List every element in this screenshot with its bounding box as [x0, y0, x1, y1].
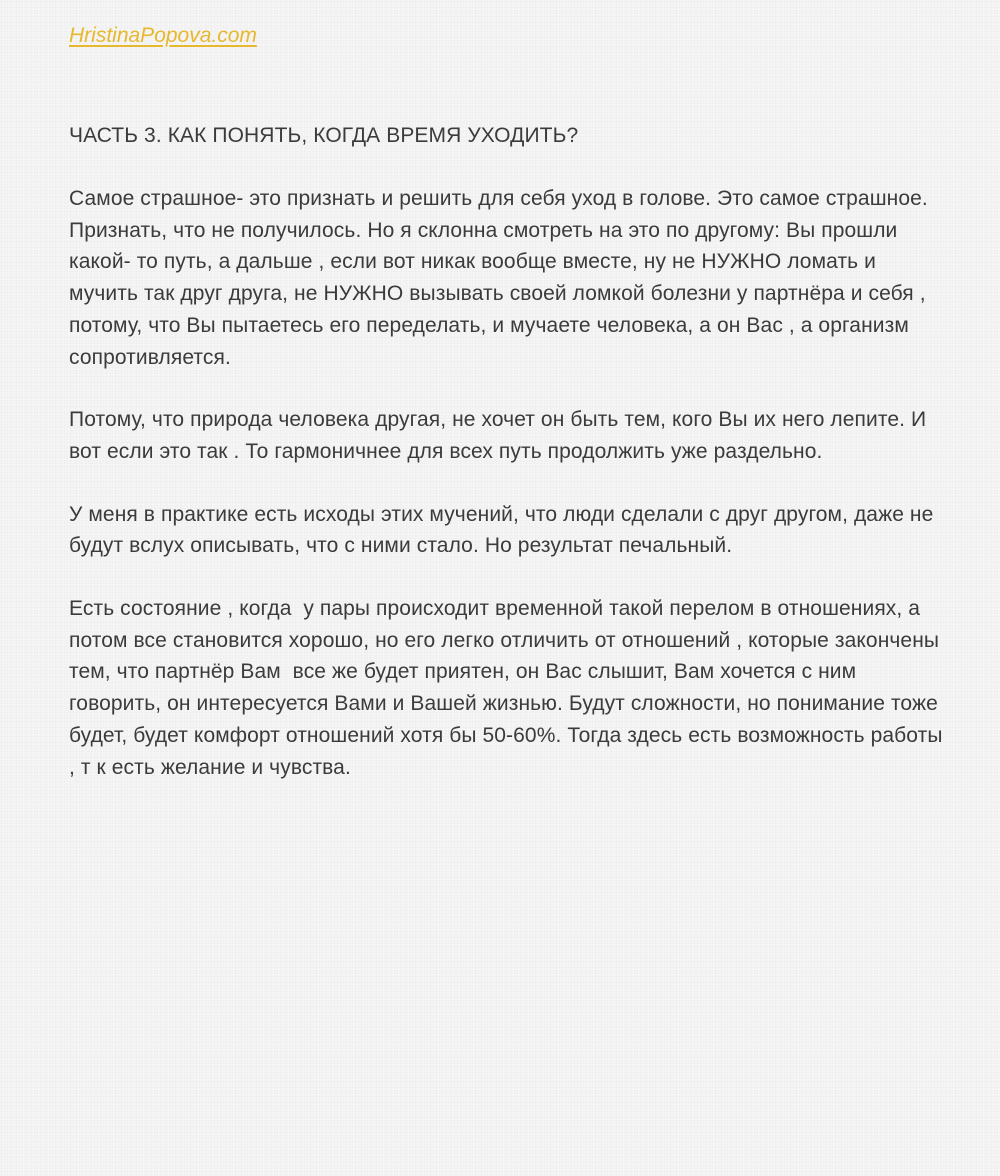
document-page [69, 22, 949, 783]
paragraph-1: Самое страшное- это признать и решить для себя уход в голове. Это самое страшное. Признать, что не получилось. Но я склонна смотреть на это по другому: Вы прошли какой- то путь, а дальше , если вот никак вообще вместе, ну не НУЖНО ломать и мучить так друг друга, не НУЖНО вызывать своей ломкой болезни у партнёра и себя , потому, что Вы пытаетесь его переделать, и мучаете человека, а он Вас , а организм сопротивляется. [69, 187, 934, 369]
site-link[interactable]: HristinaPopova.com [69, 24, 257, 47]
paragraph-2: Потому, что природа человека другая, не хочет он быть тем, кого Вы их него лепите. И вот если это так . То гармоничнее для всех путь продолжить уже раздельно. [69, 408, 933, 463]
article-heading: ЧАСТЬ 3. КАК ПОНЯТЬ, КОГДА ВРЕМЯ УХОДИТЬ? [69, 124, 579, 147]
paragraph-4: Есть состояние , когда у пары происходит временной такой перелом в отношениях, а потом все становится хорошо, но его легко отличить от отношений , которые закончены тем, что партнёр Вам все же будет приятен, он Вас слышит, Вам хочется с ним говорить, он интересуется Вами и Вашей жизнью. Будут сложности, но понимание тоже будет, будет комфорт отношений хотя бы 50-60%. Тогда здесь есть возможность работы , т к есть желание и чувства. [69, 597, 951, 779]
paragraph-3: У меня в практике есть исходы этих мучений, что люди сделали с друг другом, даже не будут вслух описывать, что с ними стало. Но результат печальный. [69, 502, 940, 558]
